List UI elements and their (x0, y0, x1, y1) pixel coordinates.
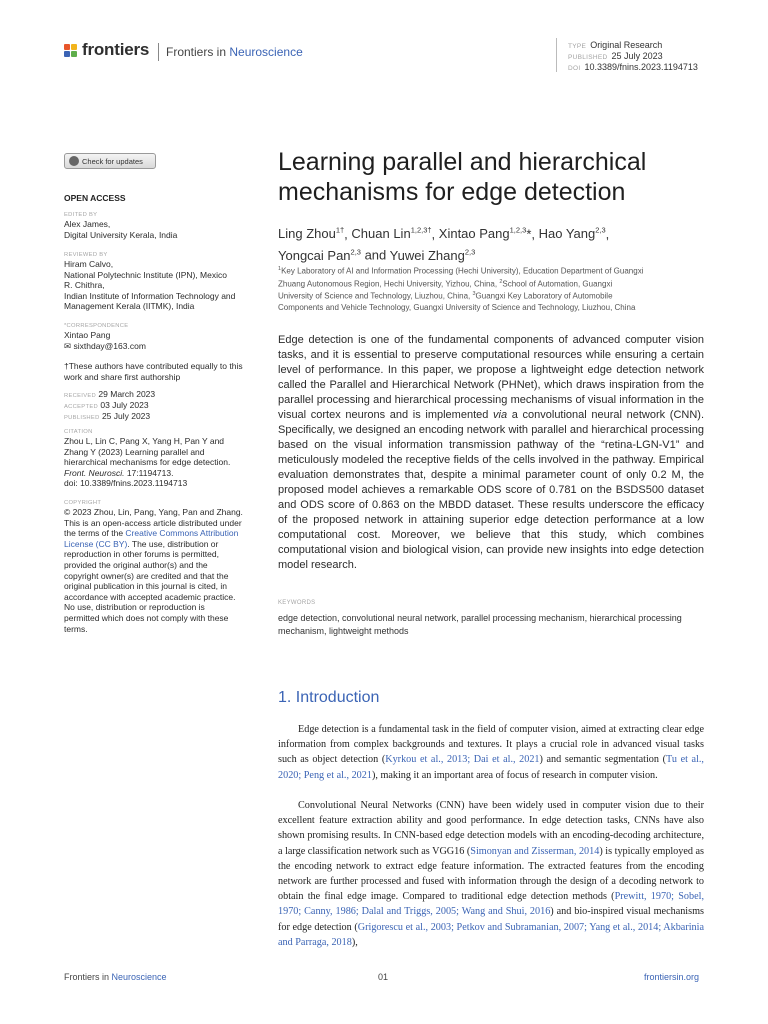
author-name[interactable]: Ling Zhou$^{1\dagger}$ (278, 226, 345, 242)
meta-divider (556, 38, 557, 72)
intro-paragraph-1: Edge detection is a fundamental task in the field of computer vision, aimed at extracting clear edge information from complex backgrounds and textures. It plays a crucial role in advanced visual tasks such as object detection (Kyrkou et al., 2013; Dai et al., 2021) and semantic segmentation (Tu et al., 2020; Peng et al., 2021), making it an important area of focus of research in computer vision. (278, 724, 704, 781)
affiliations: $^1$Key Laboratory of AI and Information Processing (Hechi University), Education Department of Guangxi Zhuang Autonomous Region, Hechi University, Yizhou, China, $^2$School of Automation, Guangxi University of Science and Technology, Liuzhou, China, $^3$Guangxi Key Laboratory of Automobile Components and Vehicle Technology, Guangxi University of Science and Technology, Liuzhou, China (278, 266, 644, 312)
equal-contribution-note: †These authors have contributed equally to this work and share first authorship (64, 361, 243, 382)
open-access-label: OPEN ACCESS (64, 193, 126, 203)
journal-prefix: Frontiers in (166, 45, 227, 59)
page-number: 01 (378, 972, 389, 982)
brand-name[interactable]: frontiers (82, 40, 150, 59)
cc-license-link[interactable]: Creative Commons Attribution (125, 528, 239, 539)
citation-link[interactable]: Grigorescu et al., 2003; Petkov and Subramanian, 2007; Yang et al., 2014; Akbarinia and Parraga, 2018 (278, 921, 704, 948)
author-list: Ling Zhou$^{1\dagger}$, Chuan Lin$^{1,2,3\dagger}$, Xintao Pang$^{1,2,3}$*, Hao Yang$^{2,3}$, Yongcai Pan$^{2,3}$ and Yuwei Zhang$^{2,3}$ (278, 226, 610, 263)
update-icon (69, 156, 79, 166)
journal-name: Neuroscience (229, 45, 303, 59)
footer-journal[interactable]: Frontiers in Neuroscience (64, 972, 167, 982)
header-divider (158, 43, 159, 61)
citation-link[interactable]: Kyrkou et al., 2013; Dai et al., 2021 (385, 754, 540, 766)
keywords-label: KEYWORDS (278, 600, 316, 606)
mail-icon: ✉ (64, 340, 72, 351)
meta-doi[interactable]: DOI 10.3389/fnins.2023.1194713 (568, 62, 698, 72)
cc-license-link-cont[interactable]: License (CC BY) (64, 538, 128, 549)
dates: RECEIVED 29 March 2023 ACCEPTED 03 July 2023 PUBLISHED 25 July 2023 (64, 389, 156, 421)
abstract: Edge detection is one of the fundamental components of advanced computer vision tasks, and it is essential to preserve computational resources while ensuring a certain level of performance. In this paper, we propose a lightweight edge detection network called the Parallel and Hierarchical Network (PHNet), which draws inspiration from the parallel processing and hierarchical processing mechanisms of visual information in the visual cortex neurons and is implemented via a convolutional neural network (CNN). Specifically, we designed an encoding network with parallel and hierarchical processing based on the visual information transmission pathway of the “retina-LGN-V1” and meticulously modeled the receptive fields of the cells involved in the pathway. Empirical evaluation demonstrates that, despite a minimal parameter count of only 0.2 M, the proposed model achieves a remarkable ODS score of 0.781 on the BSDS500 dataset and ODS score of 0.863 on the MBDD dataset. These results underscore the efficacy of the proposed network in attaining superior edge detection performance at a low computational cost. Moreover, we believe that this study, which combines computational vision and biological vision, can provide new insights into edge detection model research. (278, 334, 704, 571)
citation-link[interactable]: Simonyan and Zisserman, 2014 (470, 845, 600, 857)
journal-title[interactable] (166, 45, 303, 59)
author-name[interactable]: Yuwei Zhang$^{2,3}$ (389, 247, 476, 263)
copyright: COPYRIGHT © 2023 Zhou, Lin, Pang, Yang, Pan and Zhang. This is an open-access article distributed under the terms of the Creative Commons Attribution License (CC BY). The use, distribution or reproduction in other forums is permitted, provided the original author(s) and the copyright owner(s) are credited and that the original publication in this journal is cited, in accordance with accepted academic practice. No use, distribution or reproduction is permitted which does not comply with these terms. (64, 500, 243, 634)
keywords: edge detection, convolutional neural network, parallel processing mechanism, hierarchical processing mechanism, lightweight methods (278, 613, 682, 636)
intro-paragraph-2: Convolutional Neural Networks (CNN) have been widely used in computer vision due to their excellent feature extraction ability and good performance. In edge detection tasks, CNNs have also shown promising results. In CNN-based edge detection models with an encoding-decoding architecture, a large classification network such as VGG16 (Simonyan and Zisserman, 2014) is typically employed as the encoding network to extract edge feature information. The extracted features from the encoding network are further processed and fused with information through the design of a decoding network to obtain the final edge image. Compared to traditional edge detection methods (Prewitt, 1970; Sobel, 1970; Canny, 1986; Dalal and Triggs, 2005; Wang and Shui, 2016) and bio-inspired visual mechanisms for edge detection (Grigorescu et al., 2003; Petkov and Subramanian, 2007; Yang et al., 2014; Akbarinia and Parraga, 2018), (278, 800, 705, 948)
citation: CITATION Zhou L, Lin C, Pang X, Yang H, Pan Y and Zhang Y (2023) Learning parallel and hierarchical mechanisms for edge detection. Front. Neurosci. 17:1194713. doi: 10.3389/fnins.2023.1194713 (64, 428, 264, 489)
section-heading: 1. Introduction (278, 689, 380, 706)
author-name[interactable]: Xintao Pang$^{1,2,3}$ (438, 226, 527, 242)
correspondence-email[interactable]: ✉ sixthday@163.com (64, 340, 146, 351)
citation-link[interactable]: Prewitt, 1970; Sobel, 1970; Canny, 1986; Dalal and Triggs, 2005; Wang and Shui, 2016 (278, 891, 705, 918)
article-title: Learning parallel and hierarchical mechanisms for edge detection (278, 148, 647, 206)
citation-link[interactable]: Tu et al., 2020; Peng et al., 2021 (278, 754, 704, 781)
check-for-updates-button[interactable]: Check for updates (64, 153, 156, 169)
author-name[interactable]: Yongcai Pan$^{2,3}$ (278, 247, 361, 263)
frontiers-logo-icon (63, 43, 79, 59)
author-name[interactable]: Hao Yang$^{2,3}$ (538, 226, 606, 242)
citation-doi[interactable]: doi: 10.3389/fnins.2023.1194713 (64, 478, 188, 489)
author-name[interactable]: Chuan Lin$^{1,2,3\dagger}$ (351, 226, 432, 242)
meta-published: PUBLISHED 25 July 2023 (568, 51, 663, 61)
meta-type: TYPE Original Research (568, 40, 663, 50)
correspondence: *CORRESPONDENCE Xintao Pang ✉ sixthday@163.com (64, 322, 264, 351)
footer-site-link[interactable]: frontiersin.org (644, 972, 700, 982)
edited-by: EDITED BY Alex James, Digital University Kerala, India (64, 212, 178, 240)
reviewed-by: REVIEWED BY Hiram Calvo, National Polytechnic Institute (IPN), Mexico R. Chithra, Indian Institute of Information Technology and Management Kerala (IITMK), India (64, 252, 236, 312)
